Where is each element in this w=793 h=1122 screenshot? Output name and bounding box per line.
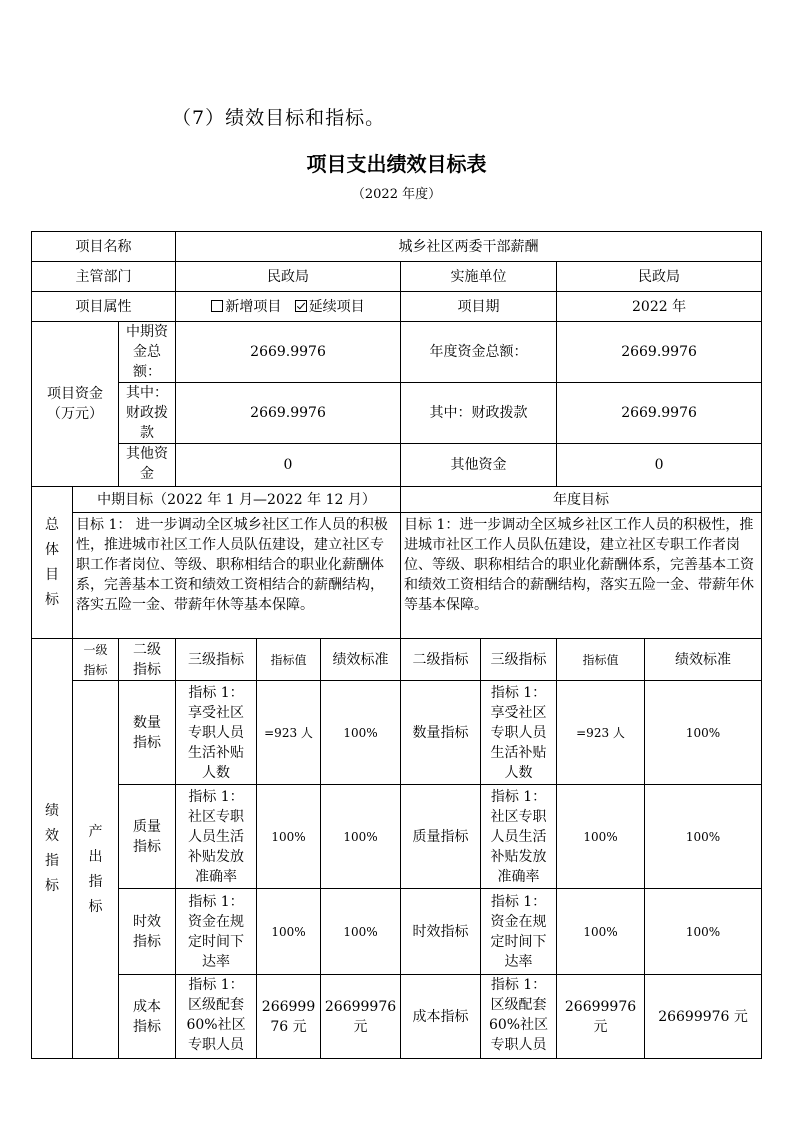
row-standard-annual: 100% [645,681,762,785]
mid-other-value: 0 [176,444,401,487]
row-level2: 成本 指标 [119,975,176,1059]
row-value-annual: =923 人 [557,681,645,785]
performance-target-table [31,231,762,1059]
annual-other-value: 0 [557,444,762,487]
header-standard: 绩效标准 [321,639,401,681]
indicators-label: 绩 效 指 标 [32,639,73,1059]
row-standard: 100% [321,785,401,889]
row-level2: 时效 指标 [119,889,176,975]
header-level2-annual: 二级指标 [401,639,481,681]
row-standard-annual: 100% [645,889,762,975]
row-level3-annual: 指标 1： 社区专职 人员生活 补贴发放 准确率 [481,785,557,889]
checkbox-unchecked-icon [211,300,223,312]
row-level2: 数量 指标 [119,681,176,785]
row-value-annual: 100% [557,785,645,889]
header-level3-annual: 三级指标 [481,639,557,681]
header-level2: 二级 指标 [119,639,176,681]
checkbox-checked-icon [295,300,307,312]
annual-total-label: 年度资金总额： [401,322,557,383]
row-level3: 指标 1： 社区专职 人员生活 补贴发放 准确率 [176,785,257,889]
row-level3-annual: 指标 1： 区级配套 60%社区 专职人员 [481,975,557,1059]
attr-new-label: 新增项目 [225,298,282,315]
header-level3: 三级指标 [176,639,257,681]
annual-total-value: 2669.9976 [557,322,762,383]
dept-label: 主管部门 [32,262,176,292]
period-value: 2022 年 [557,292,762,322]
annual-fiscal-value: 2669.9976 [557,383,762,444]
row-level2-annual: 质量指标 [401,785,481,889]
annual-fiscal-label: 其中：财政拨款 [401,383,557,444]
mid-goal-header: 中期目标（2022 年 1 月—2022 年 12 月） [73,487,401,513]
mid-total-value: 2669.9976 [176,322,401,383]
annual-other-label: 其他资金 [401,444,557,487]
header-standard-annual: 绩效标准 [645,639,762,681]
page-title: 项目支出绩效目标表 [306,152,487,176]
row-level3: 指标 1： 资金在规 定时间下 达率 [176,889,257,975]
row-standard-annual: 100% [645,785,762,889]
mid-fiscal-label: 其中： 财政拨款 [119,383,176,444]
attr-options [176,292,401,322]
impl-label: 实施单位 [401,262,557,292]
impl-value: 民政局 [557,262,762,292]
mid-fiscal-value: 2669.9976 [176,383,401,444]
header-value-annual: 指标值 [557,639,645,681]
project-name-value: 城乡社区两委干部薪酬 [176,232,762,262]
mid-goal-text: 目标 1： 进一步调动全区城乡社区工作人员的积极性，推进城市社区工作人员队伍建设，建立社区专职工作者岗位、等级、职称相结合的职业化薪酬体系，完善基本工资和绩效工资相结合的薪酬结构，落实五险一金、带薪年休等基本保障。 [73,513,401,639]
row-value: 266999 76 元 [257,975,321,1059]
attr-label: 项目属性 [32,292,176,322]
project-name-label: 项目名称 [32,232,176,262]
page-subtitle: （2022 年度） [351,187,442,202]
header-value: 指标值 [257,639,321,681]
mid-total-label: 中期资 金总额： [119,322,176,383]
row-level2-annual: 成本指标 [401,975,481,1059]
row-standard: 26699976 元 [321,975,401,1059]
row-value: 100% [257,785,321,889]
output-indicators-label: 产 出 指 标 [73,681,119,1059]
annual-goal-text: 目标 1：进一步调动全区城乡社区工作人员的积极性，推进城市社区工作人员队伍建设，建立社区专职工作者岗位、等级、职称相结合的职业化薪酬体系，完善基本工资和绩效工资相结合的薪酬结构，落实五险一金、带薪年休等基本保障。 [401,513,762,639]
row-level2: 质量 指标 [119,785,176,889]
row-level3: 指标 1： 享受社区 专职人员 生活补贴 人数 [176,681,257,785]
row-level3-annual: 指标 1： 资金在规 定时间下 达率 [481,889,557,975]
section-heading: （7）绩效目标和指标。 [172,107,386,129]
row-level3: 指标 1： 区级配套 60%社区 专职人员 [176,975,257,1059]
row-standard: 100% [321,681,401,785]
row-level2-annual: 时效指标 [401,889,481,975]
mid-other-label: 其他资金 [119,444,176,487]
row-level3-annual: 指标 1： 享受社区 专职人员 生活补贴 人数 [481,681,557,785]
overall-goals-label: 总 体 目 标 [32,487,73,639]
dept-value: 民政局 [176,262,401,292]
row-level2-annual: 数量指标 [401,681,481,785]
funds-label: 项目资金 （万元） [32,322,119,487]
row-value-annual: 26699976 元 [557,975,645,1059]
annual-goal-header: 年度目标 [401,487,762,513]
period-label: 项目期 [401,292,557,322]
row-value: =923 人 [257,681,321,785]
attr-cont-label: 延续项目 [308,298,365,315]
row-standard-annual: 26699976 元 [645,975,762,1059]
row-value-annual: 100% [557,889,645,975]
row-standard: 100% [321,889,401,975]
header-level1: 一级 指标 [73,639,119,681]
row-value: 100% [257,889,321,975]
